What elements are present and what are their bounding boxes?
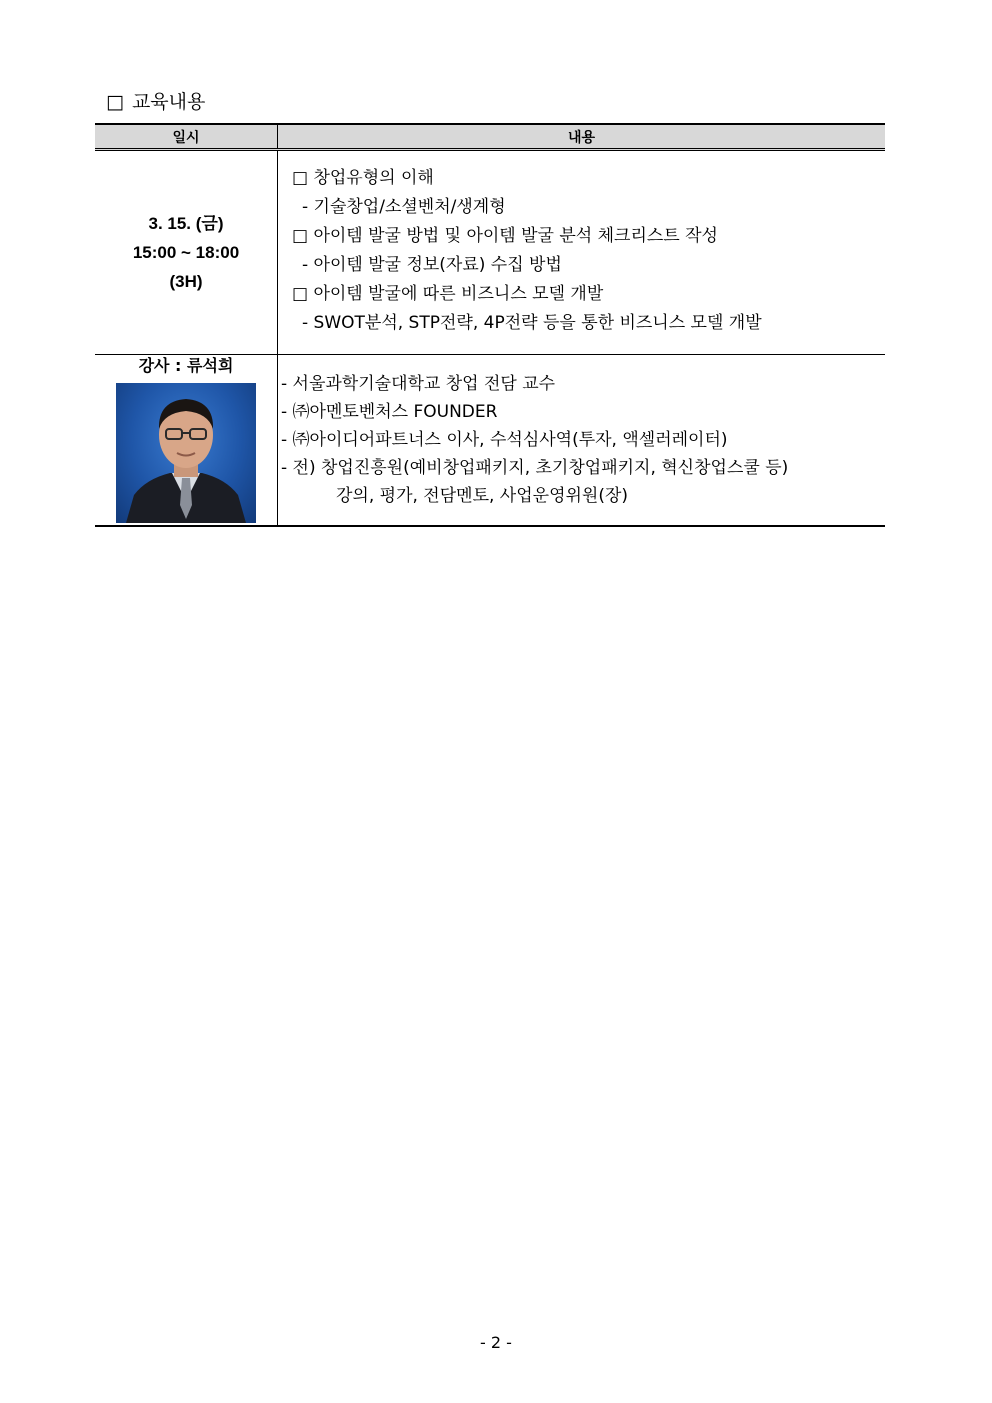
- header-datetime: 일시: [95, 125, 278, 148]
- profile-item: - ㈜아멘토벤처스 FOUNDER: [281, 402, 498, 422]
- content-topic: □ 아이템 발굴에 따른 비즈니스 모델 개발: [292, 284, 604, 304]
- schedule-table: [95, 123, 885, 527]
- schedule-time: 15:00 ~ 18:00: [132, 243, 240, 262]
- schedule-duration: (3H): [169, 272, 203, 291]
- instructor-cell: [95, 355, 278, 525]
- schedule-date: 3. 15. (금): [148, 214, 224, 233]
- profile-item-continued: 강의, 평가, 전담멘토, 사업운영위원(장): [336, 486, 629, 506]
- schedule-row: [95, 151, 885, 355]
- instructor-photo: [116, 383, 256, 523]
- content-detail: - 기술창업/소셜벤처/생계형: [302, 197, 506, 217]
- profile-item: - ㈜아이디어파트너스 이사, 수석심사역(투자, 액셀러레이터): [281, 430, 728, 450]
- schedule-content-cell: [278, 151, 885, 354]
- profile-item: - 서울과학기술대학교 창업 전담 교수: [281, 374, 556, 394]
- table-header-row: [95, 123, 885, 151]
- content-topic: □ 아이템 발굴 방법 및 아이템 발굴 분석 체크리스트 작성: [292, 226, 718, 246]
- content-topic: □ 창업유형의 이해: [292, 168, 434, 188]
- page-number: - 2 -: [480, 1333, 512, 1352]
- schedule-datetime-cell: [95, 151, 278, 354]
- profile-item: - 전) 창업진흥원(예비창업패키지, 초기창업패키지, 혁신창업스쿨 등): [281, 458, 789, 478]
- instructor-name: 강사 : 류석희: [138, 356, 234, 375]
- checkbox-square-icon: □: [106, 91, 124, 113]
- content-detail: - SWOT분석, STP전략, 4P전략 등을 통한 비즈니스 모델 개발: [302, 313, 762, 333]
- header-content: 내용: [567, 129, 596, 146]
- instructor-profile-cell: [278, 355, 885, 525]
- content-detail: - 아이템 발굴 정보(자료) 수집 방법: [302, 255, 562, 275]
- section-heading: [106, 90, 205, 114]
- section-title: 교육내용: [131, 91, 206, 113]
- instructor-row: [95, 355, 885, 527]
